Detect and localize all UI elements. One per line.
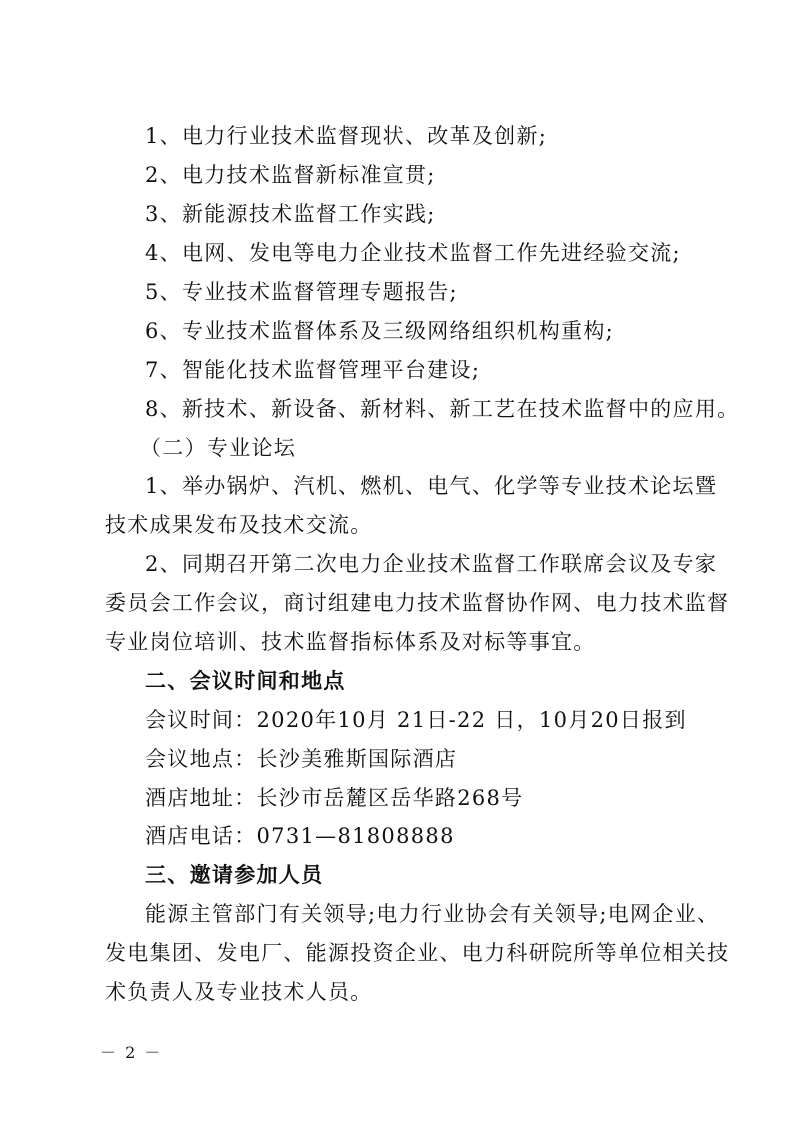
- forum-item-1-line-2: 技术成果发布及技术交流。: [105, 513, 373, 537]
- forum-item-2-line-1: 2、同期召开第二次电力企业技术监督工作联席会议及专家: [145, 552, 718, 576]
- agenda-item-3: 3、新能源技术监督工作实践;: [145, 202, 436, 226]
- hotel-address: 酒店地址：长沙市岳麓区岳华路268号: [145, 786, 524, 810]
- agenda-item-2: 2、电力技术监督新标准宣贯;: [145, 163, 436, 187]
- hotel-phone: 酒店电话：0731—81808888: [145, 824, 455, 848]
- agenda-item-6: 6、专业技术监督体系及三级网络组织机构重构;: [145, 319, 615, 343]
- agenda-item-4: 4、电网、发电等电力企业技术监督工作先进经验交流;: [145, 241, 681, 265]
- agenda-item-7: 7、智能化技术监督管理平台建设;: [145, 358, 481, 382]
- meeting-time: 会议时间：2020年10月 21日-22 日，10月20日报到: [145, 708, 687, 732]
- subsection-heading-forum: （二）专业论坛: [140, 436, 297, 460]
- agenda-item-8: 8、新技术、新设备、新材料、新工艺在技术监督中的应用。: [145, 397, 740, 421]
- forum-item-2-line-3: 专业岗位培训、技术监督指标体系及对标等事宜。: [105, 630, 596, 654]
- meeting-place: 会议地点：长沙美雅斯国际酒店: [145, 747, 458, 771]
- section-heading-invitees: 三、邀请参加人员: [145, 862, 324, 887]
- page-number: － 2 －: [100, 1043, 163, 1062]
- forum-item-2-line-2: 委员会工作会议，商讨组建电力技术监督协作网、电力技术监督: [105, 591, 730, 615]
- invitees-line-1: 能源主管部门有关领导;电力行业协会有关领导;电网企业、: [145, 902, 720, 926]
- section-heading-time-place: 二、会议时间和地点: [145, 668, 346, 693]
- invitees-line-2: 发电集团、发电厂、能源投资企业、电力科研院所等单位相关技: [105, 941, 730, 965]
- forum-item-1-line-1: 1、举办锅炉、汽机、燃机、电气、化学等专业技术论坛暨: [145, 474, 718, 498]
- agenda-item-5: 5、专业技术监督管理专题报告;: [145, 280, 458, 304]
- agenda-item-1: 1、电力行业技术监督现状、改革及创新;: [145, 124, 548, 148]
- invitees-line-3: 术负责人及专业技术人员。: [105, 980, 373, 1004]
